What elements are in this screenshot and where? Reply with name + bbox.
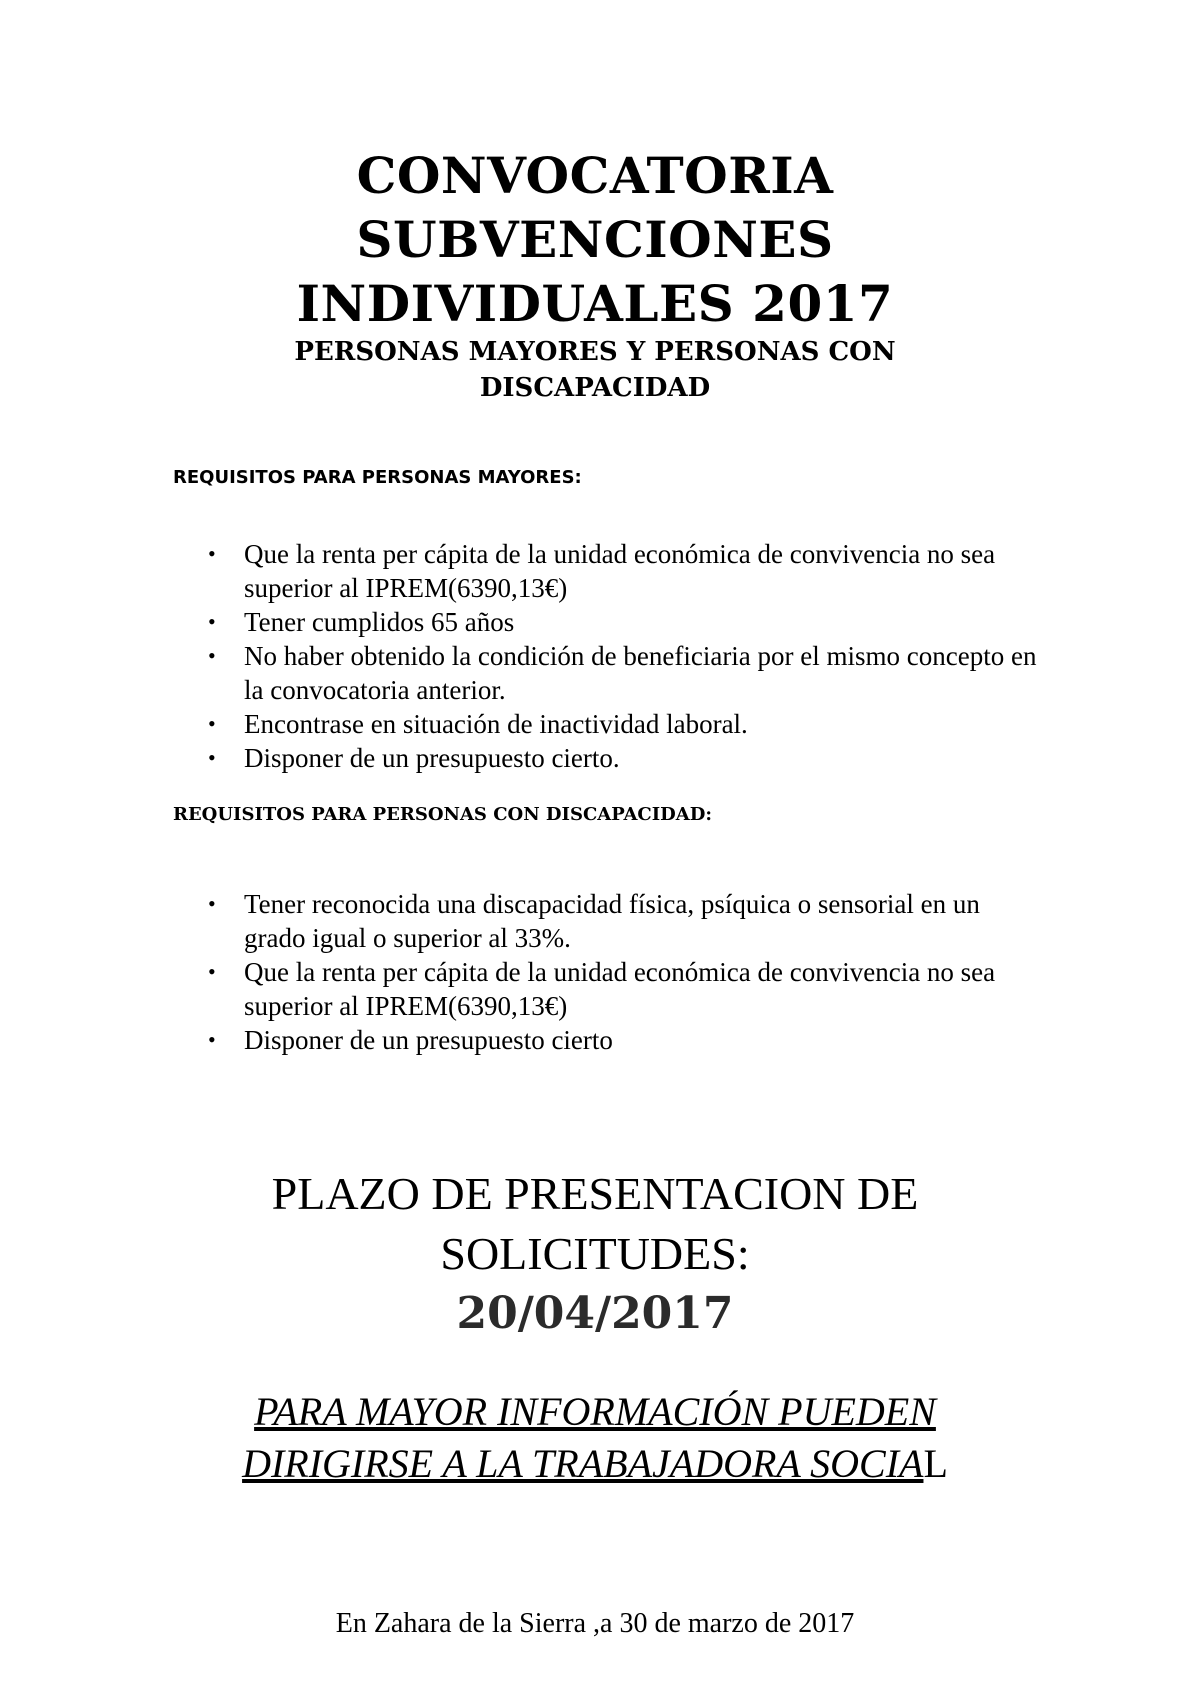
list-item-text: Encontrase en situación de inactividad laboral. [244,709,748,739]
title-line-1: CONVOCATORIA [356,146,834,205]
bullet-icon: • [208,959,216,984]
subtitle-line-2: DISCAPACIDAD [479,373,711,403]
list-item [208,1023,1044,1057]
list-item [208,887,1044,955]
bullet-icon: • [208,891,216,916]
list-item [208,537,1044,605]
subtitle-line-1: PERSONAS MAYORES Y PERSONAS CON [294,337,896,367]
list-requisitos-mayores [208,537,1044,775]
bullet-icon: • [208,541,216,566]
document-title [0,144,1190,336]
info-line-2-tail: L [923,1441,948,1486]
list-item-text: Disponer de un presupuesto cierto. [244,743,620,773]
place-and-date: En Zahara de la Sierra ,a 30 de marzo de 2017 [335,1608,855,1639]
list-item [208,639,1044,707]
plazo-section [0,1164,1190,1344]
bullet-icon: • [208,643,216,668]
heading-requisitos-discapacidad: REQUISITOS PARA PERSONAS CON DISCAPACIDAD: [173,804,713,825]
bullet-icon: • [208,1027,216,1052]
list-item [208,741,1044,775]
title-line-3: INDIVIDUALES 2017 [296,274,894,333]
info-line-1: PARA MAYOR INFORMACIÓN PUEDEN [254,1389,936,1434]
plazo-date: 20/04/2017 [456,1288,734,1339]
heading-requisitos-mayores: REQUISITOS PARA PERSONAS MAYORES: [173,467,582,488]
title-line-2: SUBVENCIONES [356,210,834,269]
info-section [0,1386,1190,1490]
info-line-2 [0,1438,1190,1490]
plazo-line-1: PLAZO DE PRESENTACION DE [271,1168,919,1219]
bullet-icon: • [208,745,216,770]
list-item [208,955,1044,1023]
list-item-text: Tener cumplidos 65 años [244,607,515,637]
bullet-icon: • [208,711,216,736]
list-item [208,605,1044,639]
document-subtitle [0,334,1190,406]
list-item-text: Disponer de un presupuesto cierto [244,1025,613,1055]
bullet-icon: • [208,609,216,634]
plazo-line-2: SOLICITUDES: [440,1228,750,1279]
list-item-text: No haber obtenido la condición de beneficiaria por el mismo concepto en la convocatoria anterior. [244,641,1037,705]
info-line-2-underlined: DIRIGIRSE A LA TRABAJADORA SOCIA [242,1441,924,1486]
list-item-text: Que la renta per cápita de la unidad económica de convivencia no sea superior al IPREM(6390,13€) [244,957,996,1021]
list-requisitos-discapacidad [208,887,1044,1057]
list-item-text: Tener reconocida una discapacidad física, psíquica o sensorial en un grado igual o superior al 33%. [244,889,980,953]
list-item [208,707,1044,741]
list-item-text: Que la renta per cápita de la unidad económica de convivencia no sea superior al IPREM(6390,13€) [244,539,996,603]
